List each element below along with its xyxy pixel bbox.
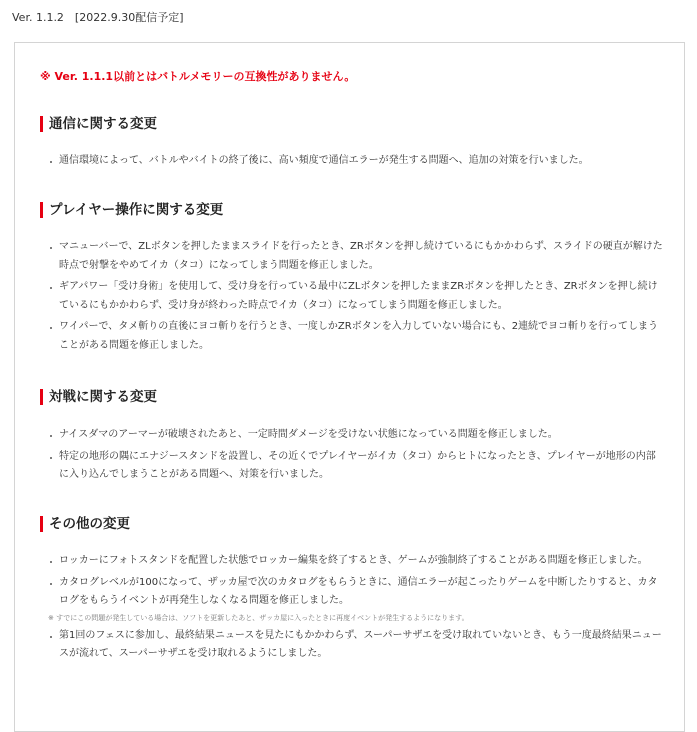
section-title-network: 通信に関する変更 [40, 115, 157, 133]
compatibility-notice: ※ Ver. 1.1.1以前とはバトルメモリーの互換性がありません。 [40, 70, 356, 83]
section-list-player-controls [48, 238, 663, 358]
section-title-other: その他の変更 [40, 515, 130, 533]
section-list-network [48, 152, 663, 174]
version-title: Ver. 1.1.2 [2022.9.30配信予定] [12, 11, 184, 24]
section-list-other [48, 552, 663, 667]
list-item: ギアパワー「受け身術」を使用して、受け身を行っている最中にZLボタンを押したままZRボタンを押したとき、ZRボタンを押し続けているにもかかわらず、受け身が終わった時点でイカ（タコ）になってしまう問題を修正しました。 [48, 278, 663, 315]
section-title-battle: 対戦に関する変更 [40, 388, 157, 406]
list-item: ロッカーにフォトスタンドを配置した状態でロッカー編集を終了するとき、ゲームが強制終了することがある問題を修正しました。 [48, 552, 663, 571]
section-title-player-controls: プレイヤー操作に関する変更 [40, 201, 223, 219]
list-item: 特定の地形の隅にエナジースタンドを設置し、その近くでプレイヤーがイカ（タコ）からヒトになったとき、プレイヤーが地形の内部に入り込んでしまうことがある問題へ、対策を行いました。 [48, 448, 663, 485]
list-item: 通信環境によって、バトルやバイトの終了後に、高い頻度で通信エラーが発生する問題へ、追加の対策を行いました。 [48, 152, 663, 171]
list-item: 第1回のフェスに参加し、最終結果ニュースを見たにもかかわらず、スーパーサザエを受け取れていないとき、もう一度最終結果ニュースが流れて、スーパーサザエを受け取れるようにしました。 [48, 627, 663, 664]
list-item: ワイパーで、タメ斬りの直後にヨコ斬りを行うとき、一度しかZRボタンを入力していない場合にも、2連続でヨコ斬りを行ってしまうことがある問題を修正しました。 [48, 318, 663, 355]
footnote: ※ すでにこの問題が発生している場合は、ソフトを更新したあと、ザッカ屋に入ったときに再度イベントが発生するようになります。 [48, 613, 469, 622]
section-list-battle [48, 426, 663, 488]
list-item: マニューバーで、ZLボタンを押したままスライドを行ったとき、ZRボタンを押し続けているにもかかわらず、スライドの硬直が解けた時点で射撃をやめてイカ（タコ）になってしまう問題を修正しました。 [48, 238, 663, 275]
list-item: ナイスダマのアーマーが破壊されたあと、一定時間ダメージを受けない状態になっている問題を修正しました。 [48, 426, 663, 445]
list-item: カタログレベルが100になって、ザッカ屋で次のカタログをもらうときに、通信エラーが起こったりゲームを中断したりすると、カタログをもらうイベントが再発生しなくなる問題を修正しました。 [48, 574, 663, 611]
